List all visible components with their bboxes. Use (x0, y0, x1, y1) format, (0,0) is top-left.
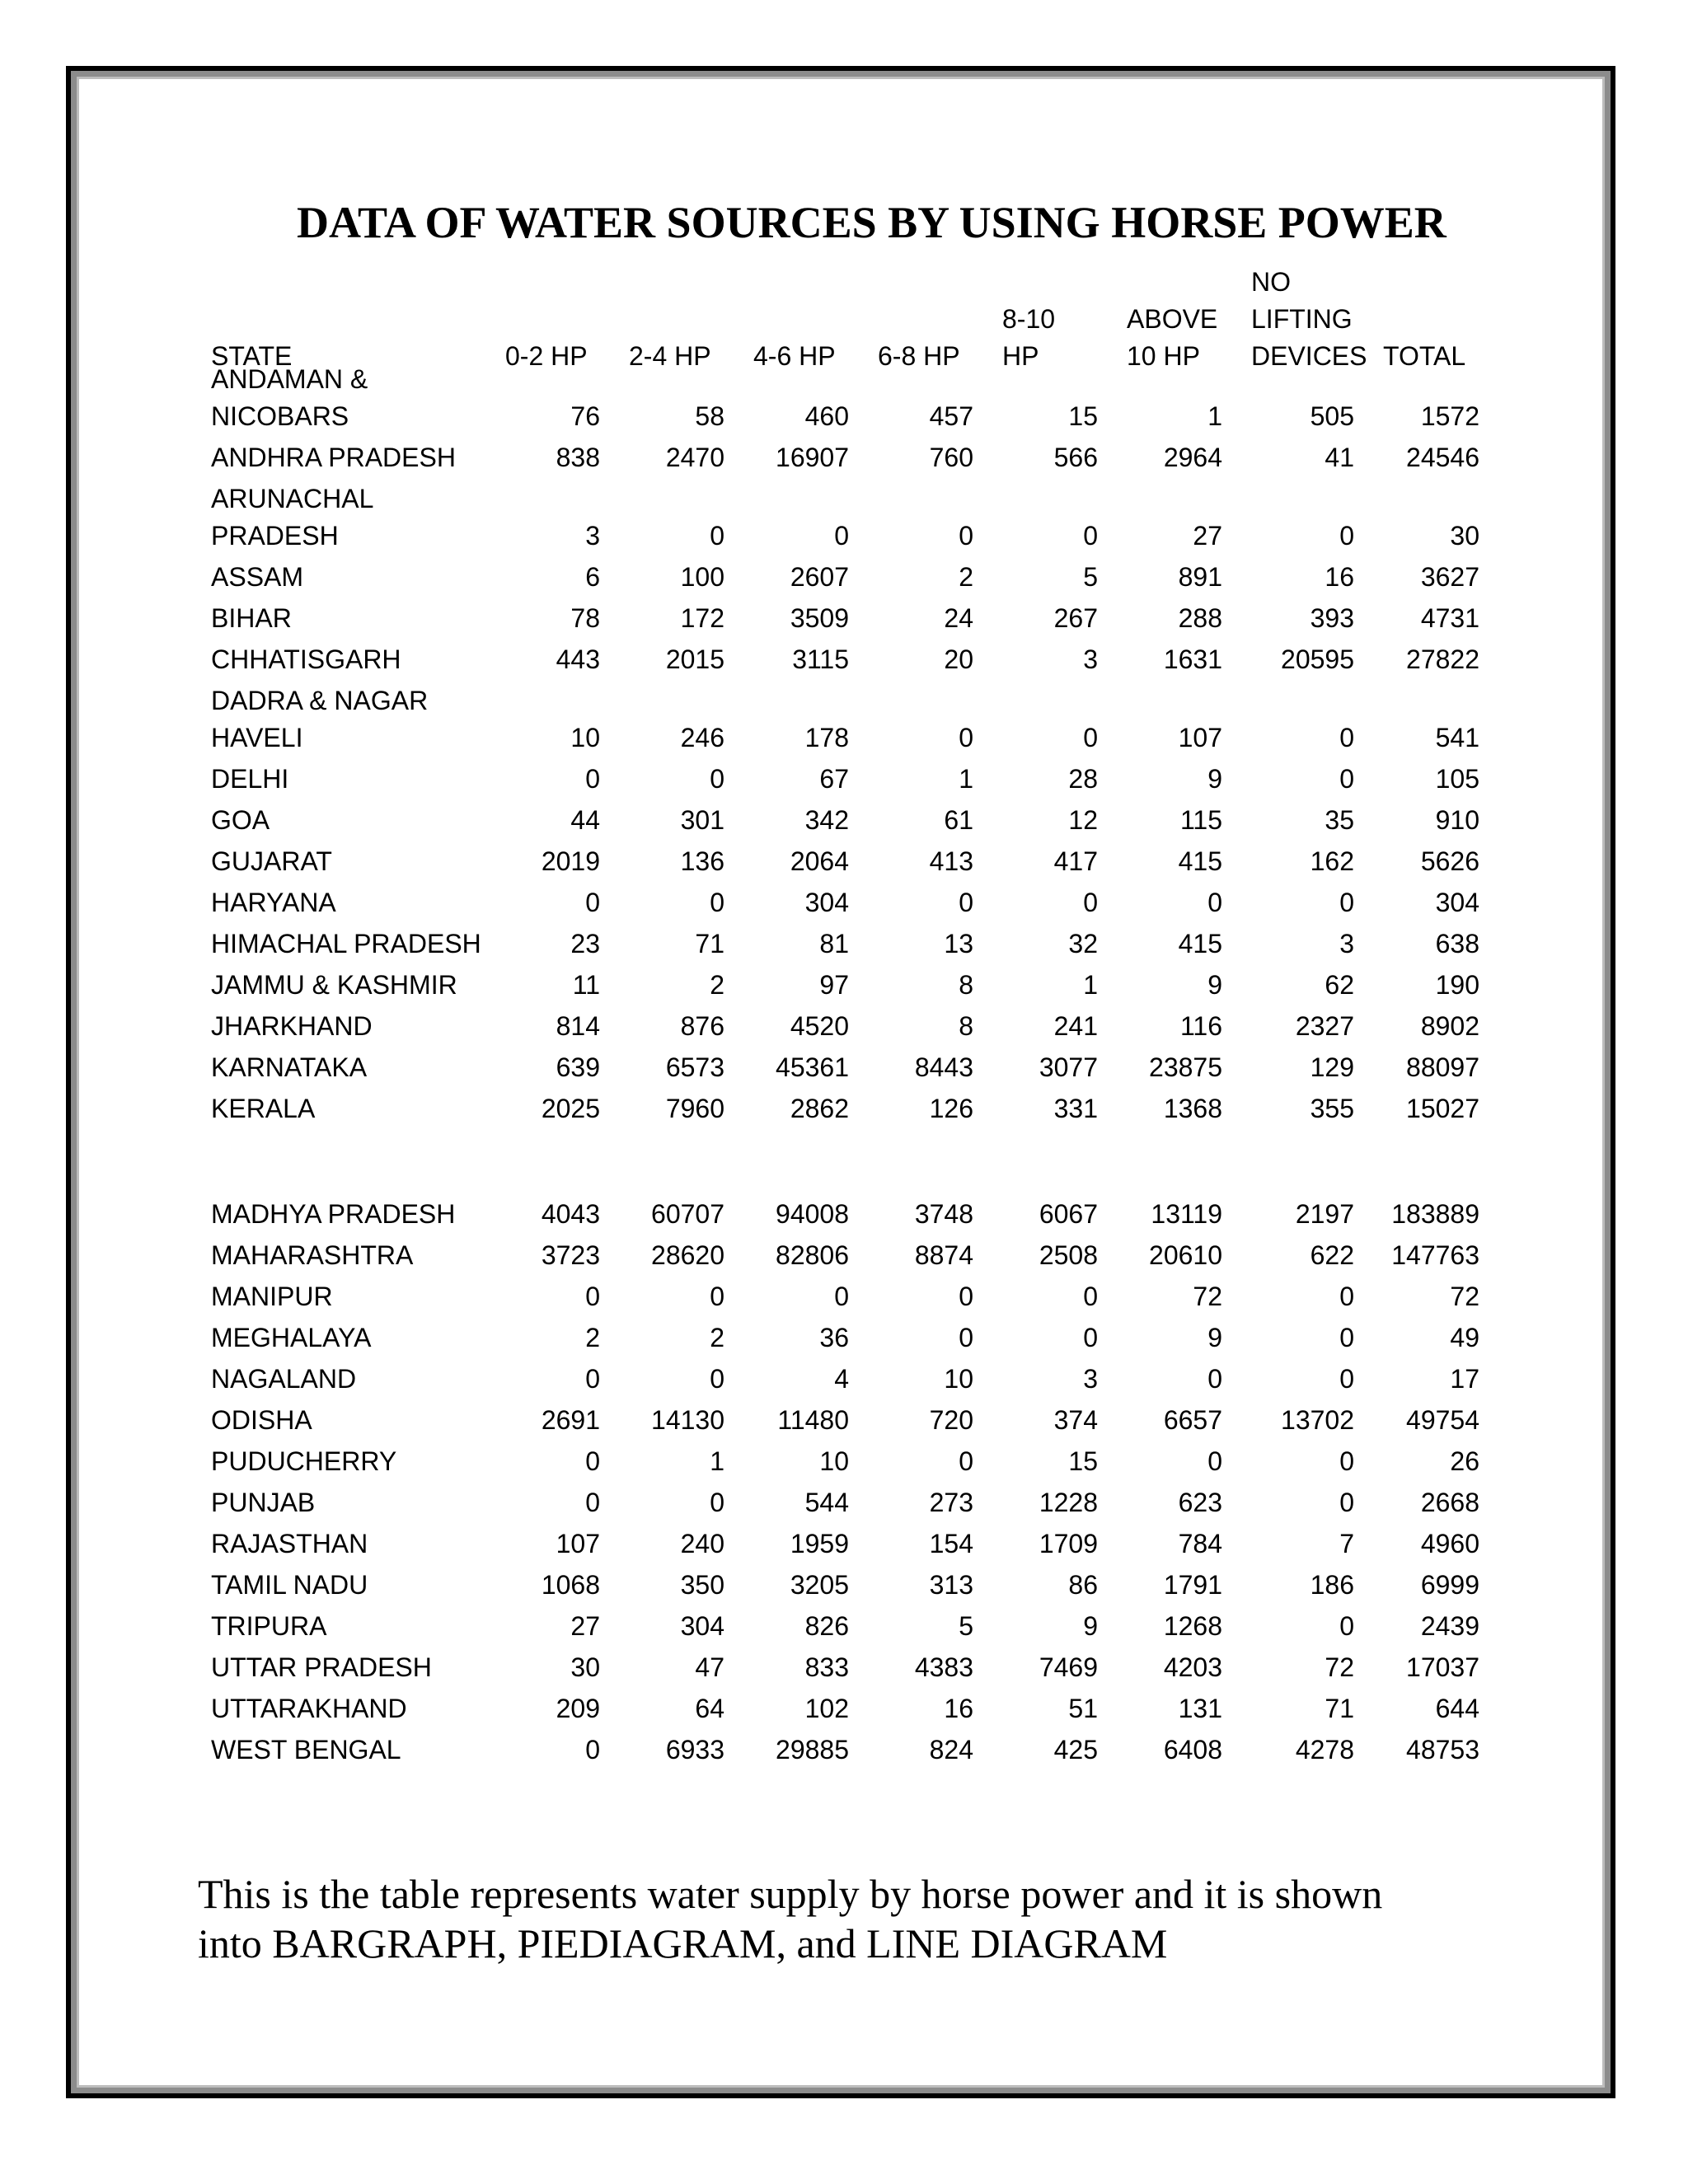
table-cell: 147763 (1391, 1240, 1479, 1270)
table-cell: 15 (1068, 1446, 1098, 1476)
table-cell: 0 (1207, 1364, 1222, 1394)
table-cell: 58 (695, 401, 724, 431)
table-cell: 0 (1339, 888, 1354, 917)
table-cell: 3 (1083, 644, 1098, 674)
column-header: 4-6 HP (753, 341, 836, 371)
table-cell: 0 (585, 888, 600, 917)
table-cell: 0 (959, 1323, 973, 1352)
table-cell: 267 (1053, 603, 1098, 633)
table-cell: 0 (710, 1364, 724, 1394)
state-name: PRADESH (211, 521, 339, 551)
caption-line-2: into BARGRAPH, PIEDIAGRAM, and LINE DIAGRAM (198, 1920, 1168, 1966)
table-cell: 288 (1178, 603, 1222, 633)
document-title: DATA OF WATER SOURCES BY USING HORSE POWER (297, 198, 1447, 247)
state-name: NAGALAND (211, 1364, 357, 1394)
table-cell: 304 (804, 888, 849, 917)
table-cell: 72 (1325, 1652, 1354, 1682)
table-cell: 2015 (665, 644, 724, 674)
table-cell: 425 (1053, 1735, 1098, 1765)
table-cell: 3723 (541, 1240, 600, 1270)
table-cell: 5 (1083, 562, 1098, 592)
table-cell: 49754 (1406, 1405, 1479, 1435)
table-cell: 0 (1339, 723, 1354, 752)
table-cell: 6 (585, 562, 600, 592)
table-cell: 313 (929, 1570, 973, 1600)
table-cell: 116 (1179, 1011, 1222, 1041)
table-cell: 76 (570, 401, 600, 431)
table-cell: 16907 (776, 443, 849, 472)
table-cell: 0 (1339, 1611, 1354, 1641)
table-cell: 6408 (1163, 1735, 1222, 1765)
state-name: DELHI (211, 764, 289, 794)
table-cell: 1 (710, 1446, 724, 1476)
table-cell: 460 (804, 401, 849, 431)
table-cell: 23 (570, 929, 600, 958)
table-cell: 172 (680, 603, 724, 633)
table-cell: 2197 (1295, 1199, 1354, 1229)
state-name: TAMIL NADU (211, 1570, 368, 1600)
table-cell: 0 (959, 723, 973, 752)
table-cell: 64 (695, 1694, 724, 1723)
table-cell: 0 (1083, 1282, 1098, 1311)
table-cell: 107 (1178, 723, 1222, 752)
column-header: LIFTING (1251, 304, 1353, 334)
table-cell: 3748 (914, 1199, 973, 1229)
state-name: PUDUCHERRY (211, 1446, 397, 1476)
table-cell: 0 (1083, 888, 1098, 917)
table-cell: 350 (680, 1570, 724, 1600)
table-cell: 1 (1207, 401, 1222, 431)
table-cell: 82806 (776, 1240, 849, 1270)
table-cell: 415 (1178, 929, 1222, 958)
table-cell: 209 (556, 1694, 600, 1723)
table-cell: 891 (1178, 562, 1222, 592)
table-cell: 2 (959, 562, 973, 592)
table-cell: 0 (1083, 723, 1098, 752)
column-header: NO (1251, 267, 1291, 297)
column-header: 8-10 (1002, 304, 1056, 334)
table-cell: 1709 (1039, 1529, 1098, 1558)
table-cell: 105 (1435, 764, 1479, 794)
state-name: UTTARAKHAND (211, 1694, 407, 1723)
table-cell: 9 (1207, 970, 1222, 1000)
state-name: RAJASTHAN (211, 1529, 368, 1558)
table-cell: 27 (1193, 521, 1222, 551)
table-cell: 28620 (651, 1240, 724, 1270)
table-cell: 2862 (790, 1094, 849, 1123)
state-name: MEGHALAYA (211, 1323, 372, 1352)
state-name: GUJARAT (211, 846, 332, 876)
table-cell: 4731 (1420, 603, 1479, 633)
table-cell: 1 (1083, 970, 1098, 1000)
table-cell: 72 (1193, 1282, 1222, 1311)
table-cell: 505 (1310, 401, 1354, 431)
state-name: MAHARASHTRA (211, 1240, 414, 1270)
table-cell: 30 (570, 1652, 600, 1682)
table-cell: 374 (1053, 1405, 1098, 1435)
table-cell: 638 (1435, 929, 1479, 958)
table-cell: 10 (944, 1364, 973, 1394)
table-cell: 11480 (777, 1405, 849, 1435)
table-cell: 4043 (541, 1199, 600, 1229)
table-cell: 2 (710, 970, 724, 1000)
table-cell: 1572 (1420, 401, 1479, 431)
table-cell: 2607 (790, 562, 849, 592)
table-cell: 32 (1068, 929, 1098, 958)
table-cell: 129 (1310, 1052, 1354, 1082)
table-cell: 0 (1339, 1323, 1354, 1352)
state-name: KARNATAKA (211, 1052, 368, 1082)
table-cell: 4278 (1295, 1735, 1354, 1765)
table-cell: 41 (1325, 443, 1354, 472)
table-cell: 29885 (776, 1735, 849, 1765)
table-cell: 8443 (914, 1052, 973, 1082)
table-cell: 0 (834, 1282, 849, 1311)
table-cell: 826 (804, 1611, 849, 1641)
table-cell: 178 (804, 723, 849, 752)
table-cell: 246 (680, 723, 724, 752)
table-cell: 26 (1450, 1446, 1479, 1476)
table-cell: 760 (929, 443, 973, 472)
table-cell: 0 (710, 521, 724, 551)
state-name: JHARKHAND (211, 1011, 373, 1041)
table-cell: 6933 (665, 1735, 724, 1765)
table-cell: 27 (570, 1611, 600, 1641)
table-cell: 457 (929, 401, 973, 431)
state-name: ANDHRA PRADESH (211, 443, 456, 472)
state-name: MADHYA PRADESH (211, 1199, 456, 1229)
table-cell: 62 (1325, 970, 1354, 1000)
state-name: DADRA & NAGAR (211, 686, 429, 715)
table-cell: 61 (944, 805, 973, 835)
table-cell: 162 (1310, 846, 1354, 876)
table-cell: 910 (1435, 805, 1479, 835)
table-cell: 544 (804, 1488, 849, 1517)
table-cell: 10 (819, 1446, 849, 1476)
table-cell: 0 (834, 521, 849, 551)
table-cell: 3 (585, 521, 600, 551)
table-cell: 824 (929, 1735, 973, 1765)
table-cell: 0 (710, 1282, 724, 1311)
table-cell: 71 (1325, 1694, 1354, 1723)
table-cell: 838 (556, 443, 600, 472)
state-name: JAMMU & KASHMIR (211, 970, 457, 1000)
table-cell: 566 (1053, 443, 1098, 472)
state-name: WEST BENGAL (211, 1735, 401, 1765)
table-cell: 17 (1450, 1364, 1479, 1394)
table-cell: 23875 (1149, 1052, 1222, 1082)
table-cell: 417 (1053, 846, 1098, 876)
table-cell: 5626 (1420, 846, 1479, 876)
state-name: UTTAR PRADESH (211, 1652, 432, 1682)
table-cell: 8874 (914, 1240, 973, 1270)
table-cell: 72 (1450, 1282, 1479, 1311)
table-cell: 2 (585, 1323, 600, 1352)
table-cell: 644 (1435, 1694, 1479, 1723)
table-cell: 12 (1068, 805, 1098, 835)
table-cell: 0 (1207, 888, 1222, 917)
state-name: ODISHA (211, 1405, 312, 1435)
state-name: MANIPUR (211, 1282, 333, 1311)
state-name: HIMACHAL PRADESH (211, 929, 481, 958)
table-cell: 0 (1339, 1282, 1354, 1311)
table-cell: 2508 (1039, 1240, 1098, 1270)
table-cell: 186 (1310, 1570, 1354, 1600)
table-cell: 24 (944, 603, 973, 633)
table-cell: 8 (959, 1011, 973, 1041)
table-cell: 27822 (1406, 644, 1479, 674)
state-name: ASSAM (211, 562, 304, 592)
table-cell: 6657 (1163, 1405, 1222, 1435)
table-cell: 1 (959, 764, 973, 794)
table-cell: 94008 (776, 1199, 849, 1229)
state-name: ARUNACHAL (211, 484, 374, 513)
table-cell: 45361 (776, 1052, 849, 1082)
table-cell: 10 (570, 723, 600, 752)
table-cell: 5 (959, 1611, 973, 1641)
table-cell: 0 (1339, 521, 1354, 551)
table-cell: 0 (1083, 1323, 1098, 1352)
table-cell: 100 (680, 562, 724, 592)
table-cell: 3077 (1039, 1052, 1098, 1082)
table-cell: 1068 (541, 1570, 600, 1600)
table-cell: 6067 (1039, 1199, 1098, 1229)
table-cell: 15 (1068, 401, 1098, 431)
table-cell: 154 (929, 1529, 973, 1558)
table-cell: 8902 (1420, 1011, 1479, 1041)
table-cell: 3509 (790, 603, 849, 633)
table-cell: 240 (680, 1529, 724, 1558)
table-cell: 0 (959, 888, 973, 917)
table-cell: 0 (585, 1735, 600, 1765)
table-cell: 9 (1207, 764, 1222, 794)
table-cell: 0 (1207, 1446, 1222, 1476)
table-cell: 0 (710, 888, 724, 917)
table-cell: 2 (710, 1323, 724, 1352)
table-cell: 0 (1339, 1446, 1354, 1476)
table-cell: 0 (959, 1446, 973, 1476)
table-cell: 241 (1053, 1011, 1098, 1041)
table-cell: 0 (959, 1282, 973, 1311)
table-cell: 102 (804, 1694, 849, 1723)
table-cell: 720 (929, 1405, 973, 1435)
table-cell: 2439 (1420, 1611, 1479, 1641)
table-cell: 2668 (1420, 1488, 1479, 1517)
table-cell: 639 (556, 1052, 600, 1082)
table-cell: 1228 (1039, 1488, 1098, 1517)
table-cell: 273 (929, 1488, 973, 1517)
column-header: 0-2 HP (505, 341, 588, 371)
table-cell: 2327 (1295, 1011, 1354, 1041)
table-cell: 13 (944, 929, 973, 958)
table-cell: 0 (1339, 1488, 1354, 1517)
column-header: 10 HP (1127, 341, 1200, 371)
table-cell: 71 (695, 929, 724, 958)
table-cell: 833 (804, 1652, 849, 1682)
table-cell: 443 (556, 644, 600, 674)
state-name: PUNJAB (211, 1488, 316, 1517)
table-cell: 415 (1178, 846, 1222, 876)
table-cell: 7 (1339, 1529, 1354, 1558)
table-cell: 20 (944, 644, 973, 674)
table-cell: 78 (570, 603, 600, 633)
table-cell: 6999 (1420, 1570, 1479, 1600)
table-cell: 0 (1083, 521, 1098, 551)
table-cell: 3205 (790, 1570, 849, 1600)
table-cell: 393 (1310, 603, 1354, 633)
table-cell: 60707 (651, 1199, 724, 1229)
table-cell: 0 (585, 764, 600, 794)
table-cell: 784 (1178, 1529, 1222, 1558)
table-cell: 9 (1083, 1611, 1098, 1641)
table-cell: 2025 (541, 1094, 600, 1123)
table-cell: 136 (680, 846, 724, 876)
table-cell: 20595 (1281, 644, 1354, 674)
table-cell: 1631 (1163, 644, 1222, 674)
table-cell: 413 (929, 846, 973, 876)
table-cell: 876 (680, 1011, 724, 1041)
column-header: HP (1002, 341, 1039, 371)
column-header: TOTAL (1383, 341, 1466, 371)
table-cell: 1268 (1163, 1611, 1222, 1641)
table-cell: 0 (1339, 1364, 1354, 1394)
table-cell: 86 (1068, 1570, 1098, 1600)
table-cell: 67 (819, 764, 849, 794)
table-cell: 28 (1068, 764, 1098, 794)
table-cell: 2470 (665, 443, 724, 472)
table-cell: 3115 (792, 644, 849, 674)
table-cell: 6573 (665, 1052, 724, 1082)
table-cell: 0 (585, 1488, 600, 1517)
table-cell: 541 (1435, 723, 1479, 752)
table-cell: 3627 (1420, 562, 1479, 592)
table-cell: 4960 (1420, 1529, 1479, 1558)
table-cell: 331 (1053, 1094, 1098, 1123)
table-cell: 2964 (1163, 443, 1222, 472)
table-cell: 0 (585, 1282, 600, 1311)
table-cell: 4383 (914, 1652, 973, 1682)
table-cell: 304 (680, 1611, 724, 1641)
table-cell: 36 (819, 1323, 849, 1352)
table-cell: 0 (585, 1446, 600, 1476)
state-name: GOA (211, 805, 270, 835)
column-header: 6-8 HP (878, 341, 960, 371)
column-header: 2-4 HP (629, 341, 711, 371)
table-cell: 88097 (1406, 1052, 1479, 1082)
table-cell: 2064 (790, 846, 849, 876)
table-cell: 1368 (1163, 1094, 1222, 1123)
state-name: HAVELI (211, 723, 303, 752)
table-cell: 15027 (1406, 1094, 1479, 1123)
table-cell: 0 (585, 1364, 600, 1394)
table-cell: 47 (695, 1652, 724, 1682)
table-cell: 115 (1179, 805, 1222, 835)
table-cell: 126 (929, 1094, 973, 1123)
table-cell: 0 (710, 764, 724, 794)
state-name: HARYANA (211, 888, 336, 917)
table-cell: 97 (819, 970, 849, 1000)
table-cell: 131 (1178, 1694, 1222, 1723)
caption-line-1: This is the table represents water supply by horse power and it is shown (198, 1871, 1383, 1917)
table-cell: 1791 (1163, 1570, 1222, 1600)
state-name: ANDAMAN & (211, 364, 368, 394)
document-caption (198, 1869, 1517, 1968)
table-cell: 0 (710, 1488, 724, 1517)
table-cell: 814 (556, 1011, 600, 1041)
table-cell: 81 (819, 929, 849, 958)
table-cell: 8 (959, 970, 973, 1000)
table-cell: 2691 (541, 1405, 600, 1435)
table-cell: 20610 (1149, 1240, 1222, 1270)
table-cell: 13702 (1281, 1405, 1354, 1435)
state-name: KERALA (211, 1094, 316, 1123)
table-cell: 48753 (1406, 1735, 1479, 1765)
table-cell: 16 (1325, 562, 1354, 592)
table-cell: 7960 (665, 1094, 724, 1123)
state-name: BIHAR (211, 603, 292, 633)
table-cell: 355 (1310, 1094, 1354, 1123)
table-cell: 17037 (1406, 1652, 1479, 1682)
table-cell: 4 (834, 1364, 849, 1394)
table-cell: 3 (1083, 1364, 1098, 1394)
table-cell: 16 (944, 1694, 973, 1723)
table-cell: 107 (556, 1529, 600, 1558)
table-cell: 14130 (651, 1405, 724, 1435)
state-name: TRIPURA (211, 1611, 327, 1641)
table-cell: 0 (1339, 764, 1354, 794)
table-cell: 35 (1325, 805, 1354, 835)
table-cell: 9 (1207, 1323, 1222, 1352)
table-cell: 622 (1310, 1240, 1354, 1270)
column-header: DEVICES (1251, 341, 1367, 371)
table-cell: 30 (1450, 521, 1479, 551)
table-cell: 623 (1178, 1488, 1222, 1517)
table-cell: 4520 (790, 1011, 849, 1041)
table-cell: 11 (572, 970, 600, 1000)
table-cell: 4203 (1163, 1652, 1222, 1682)
table-cell: 0 (959, 521, 973, 551)
table-cell: 2019 (541, 846, 600, 876)
table-cell: 301 (680, 805, 724, 835)
table-cell: 1959 (790, 1529, 849, 1558)
table-cell: 13119 (1151, 1199, 1222, 1229)
table-cell: 342 (804, 805, 849, 835)
table-cell: 190 (1435, 970, 1479, 1000)
table-cell: 304 (1435, 888, 1479, 917)
state-name: NICOBARS (211, 401, 349, 431)
state-name: CHHATISGARH (211, 644, 401, 674)
table-cell: 49 (1450, 1323, 1479, 1352)
table-cell: 7469 (1039, 1652, 1098, 1682)
table-cell: 183889 (1391, 1199, 1479, 1229)
table-cell: 24546 (1406, 443, 1479, 472)
table-cell: 51 (1068, 1694, 1098, 1723)
table-cell: 3 (1339, 929, 1354, 958)
column-header: STATE (211, 341, 293, 371)
column-header: ABOVE (1127, 304, 1218, 334)
table-cell: 44 (570, 805, 600, 835)
